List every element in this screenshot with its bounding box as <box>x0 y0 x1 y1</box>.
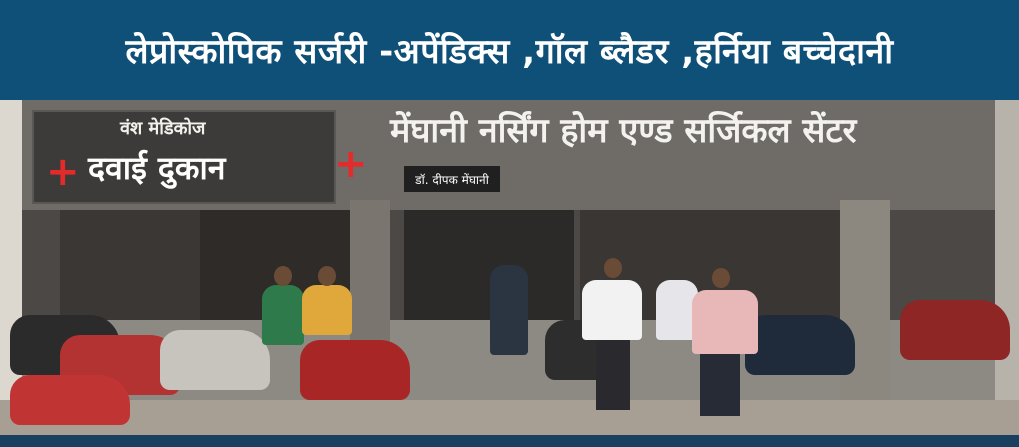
headline-title: लेप्रोस्कोपिक सर्जरी -अपेंडिक्स ,गॉल ब्लैडर ,हर्निया बच्चेदानी <box>125 32 894 72</box>
person <box>262 285 304 345</box>
motorbike <box>10 375 130 425</box>
person-legs <box>596 340 630 410</box>
bottom-strip <box>0 435 1019 447</box>
person-legs <box>700 354 740 416</box>
person-head <box>604 258 622 278</box>
headline-banner <box>0 0 1019 102</box>
doctor-nameplate: डॉ. दीपक मेंघानी <box>404 166 500 192</box>
pharmacy-name: वंश मेडिकोज <box>120 118 206 139</box>
motorbike <box>745 315 855 375</box>
red-cross-icon: + <box>46 149 80 195</box>
motorbike <box>900 300 1010 360</box>
hospital-photo <box>0 100 1019 435</box>
person <box>582 280 642 340</box>
motorbike <box>160 330 270 390</box>
right-wall <box>995 100 1019 435</box>
person-head <box>712 268 730 288</box>
shop-front-left <box>60 210 200 320</box>
person <box>490 265 528 355</box>
red-cross-icon: + <box>334 141 368 187</box>
person-head <box>318 266 336 286</box>
person <box>302 285 352 335</box>
street <box>0 400 1019 435</box>
person-head <box>274 266 292 286</box>
entrance-doorway <box>404 210 574 320</box>
pharmacy-title: दवाई दुकान <box>88 149 226 187</box>
hospital-sign: मेंघानी नर्सिंग होम एण्ड सर्जिकल सेंटर <box>390 111 857 151</box>
person <box>692 290 758 354</box>
motorbike <box>300 340 410 400</box>
